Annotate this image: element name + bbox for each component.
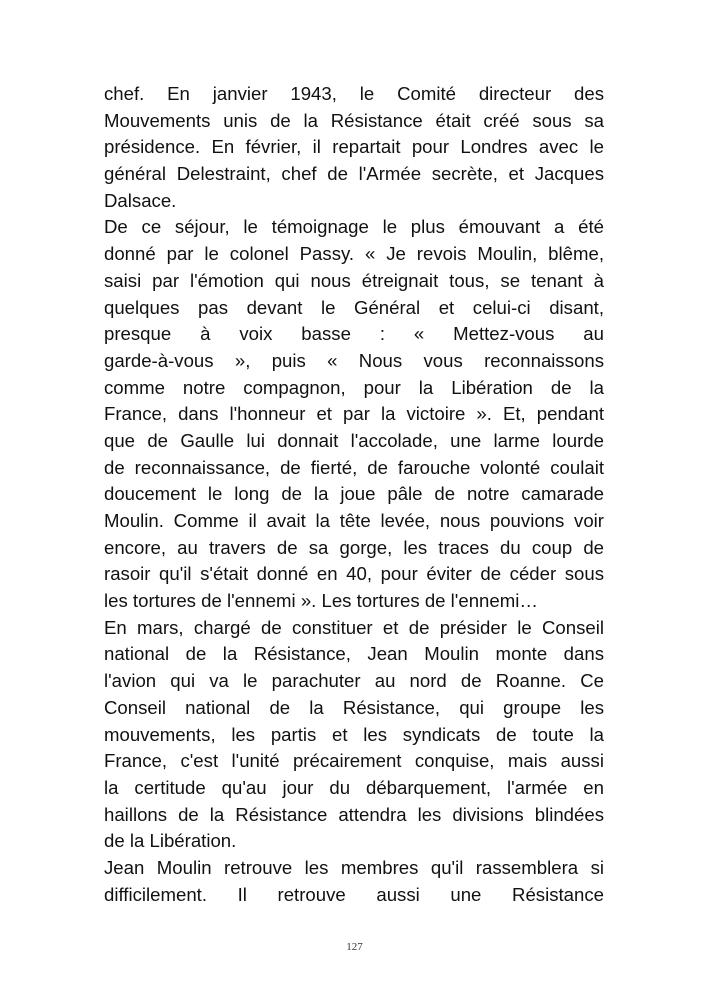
page-number: 127 [346,941,363,953]
text-line: l'avion qui va le parachuter au nord de Roanne. Ce [104,670,604,692]
text-line: comme notre compagnon, pour la Libération de la [104,376,604,398]
text-line: garde-à-vous », puis « Nous vous reconnaissons [104,349,604,371]
text-line: de reconnaissance, de fierté, de farouche volonté coulait [104,456,604,478]
text-line: rasoir qu'il s'était donné en 40, pour éviter de céder sous [104,563,604,585]
paragraph [104,855,604,908]
text-line: donné par le colonel Passy. « Je revois Moulin, blême, [104,243,604,265]
text-line: de la Libération. [104,830,237,852]
text-line: la certitude qu'au jour du débarquement, l'armée en [104,776,604,798]
paragraph [104,214,604,614]
text-line: présidence. En février, il repartait pour Londres avec le [104,136,604,158]
text-line: chef. En janvier 1943, le Comité directeur des [104,83,604,104]
text-line: France, dans l'honneur et par la victoire ». Et, pendant [104,403,604,425]
text-line: mouvements, les partis et les syndicats de toute la [104,723,604,745]
text-line: encore, au travers de sa gorge, les traces du coup de [104,536,604,558]
text-line: presque à voix basse : « Mettez-vous au [104,323,604,345]
text-line: doucement le long de la joue pâle de notre camarade [104,483,604,505]
paragraph [104,615,604,855]
text-line: Conseil national de la Résistance, qui groupe les [104,696,604,718]
text-line: Dalsace. [104,189,177,211]
text-line: Moulin. Comme il avait la tête levée, nous pouvions voir [104,510,604,531]
text-line: En mars, chargé de constituer et de présider le Conseil [104,616,604,638]
text-line: difficilement. Il retrouve aussi une Résistance [104,883,604,905]
paragraph [104,81,604,214]
text-line: général Delestraint, chef de l'Armée secrète, et Jacques [104,163,604,185]
text-line: France, c'est l'unité précairement conquise, mais aussi [104,750,604,772]
page-body-text [104,81,604,908]
text-line: que de Gaulle lui donnait l'accolade, une larme lourde [104,429,604,451]
text-line: Mouvements unis de la Résistance était créé sous sa [104,109,604,131]
text-line: haillons de la Résistance attendra les divisions blindées [104,803,604,825]
text-line: les tortures de l'ennemi ». Les tortures de l'ennemi… [104,590,538,612]
text-line: national de la Résistance, Jean Moulin monte dans [104,643,604,665]
text-line: saisi par l'émotion qui nous étreignait tous, se tenant à [104,269,604,291]
text-line: Jean Moulin retrouve les membres qu'il rassemblera si [104,856,604,878]
text-line: quelques pas devant le Général et celui-ci disant, [104,296,604,318]
text-line: De ce séjour, le témoignage le plus émouvant a été [104,216,604,238]
